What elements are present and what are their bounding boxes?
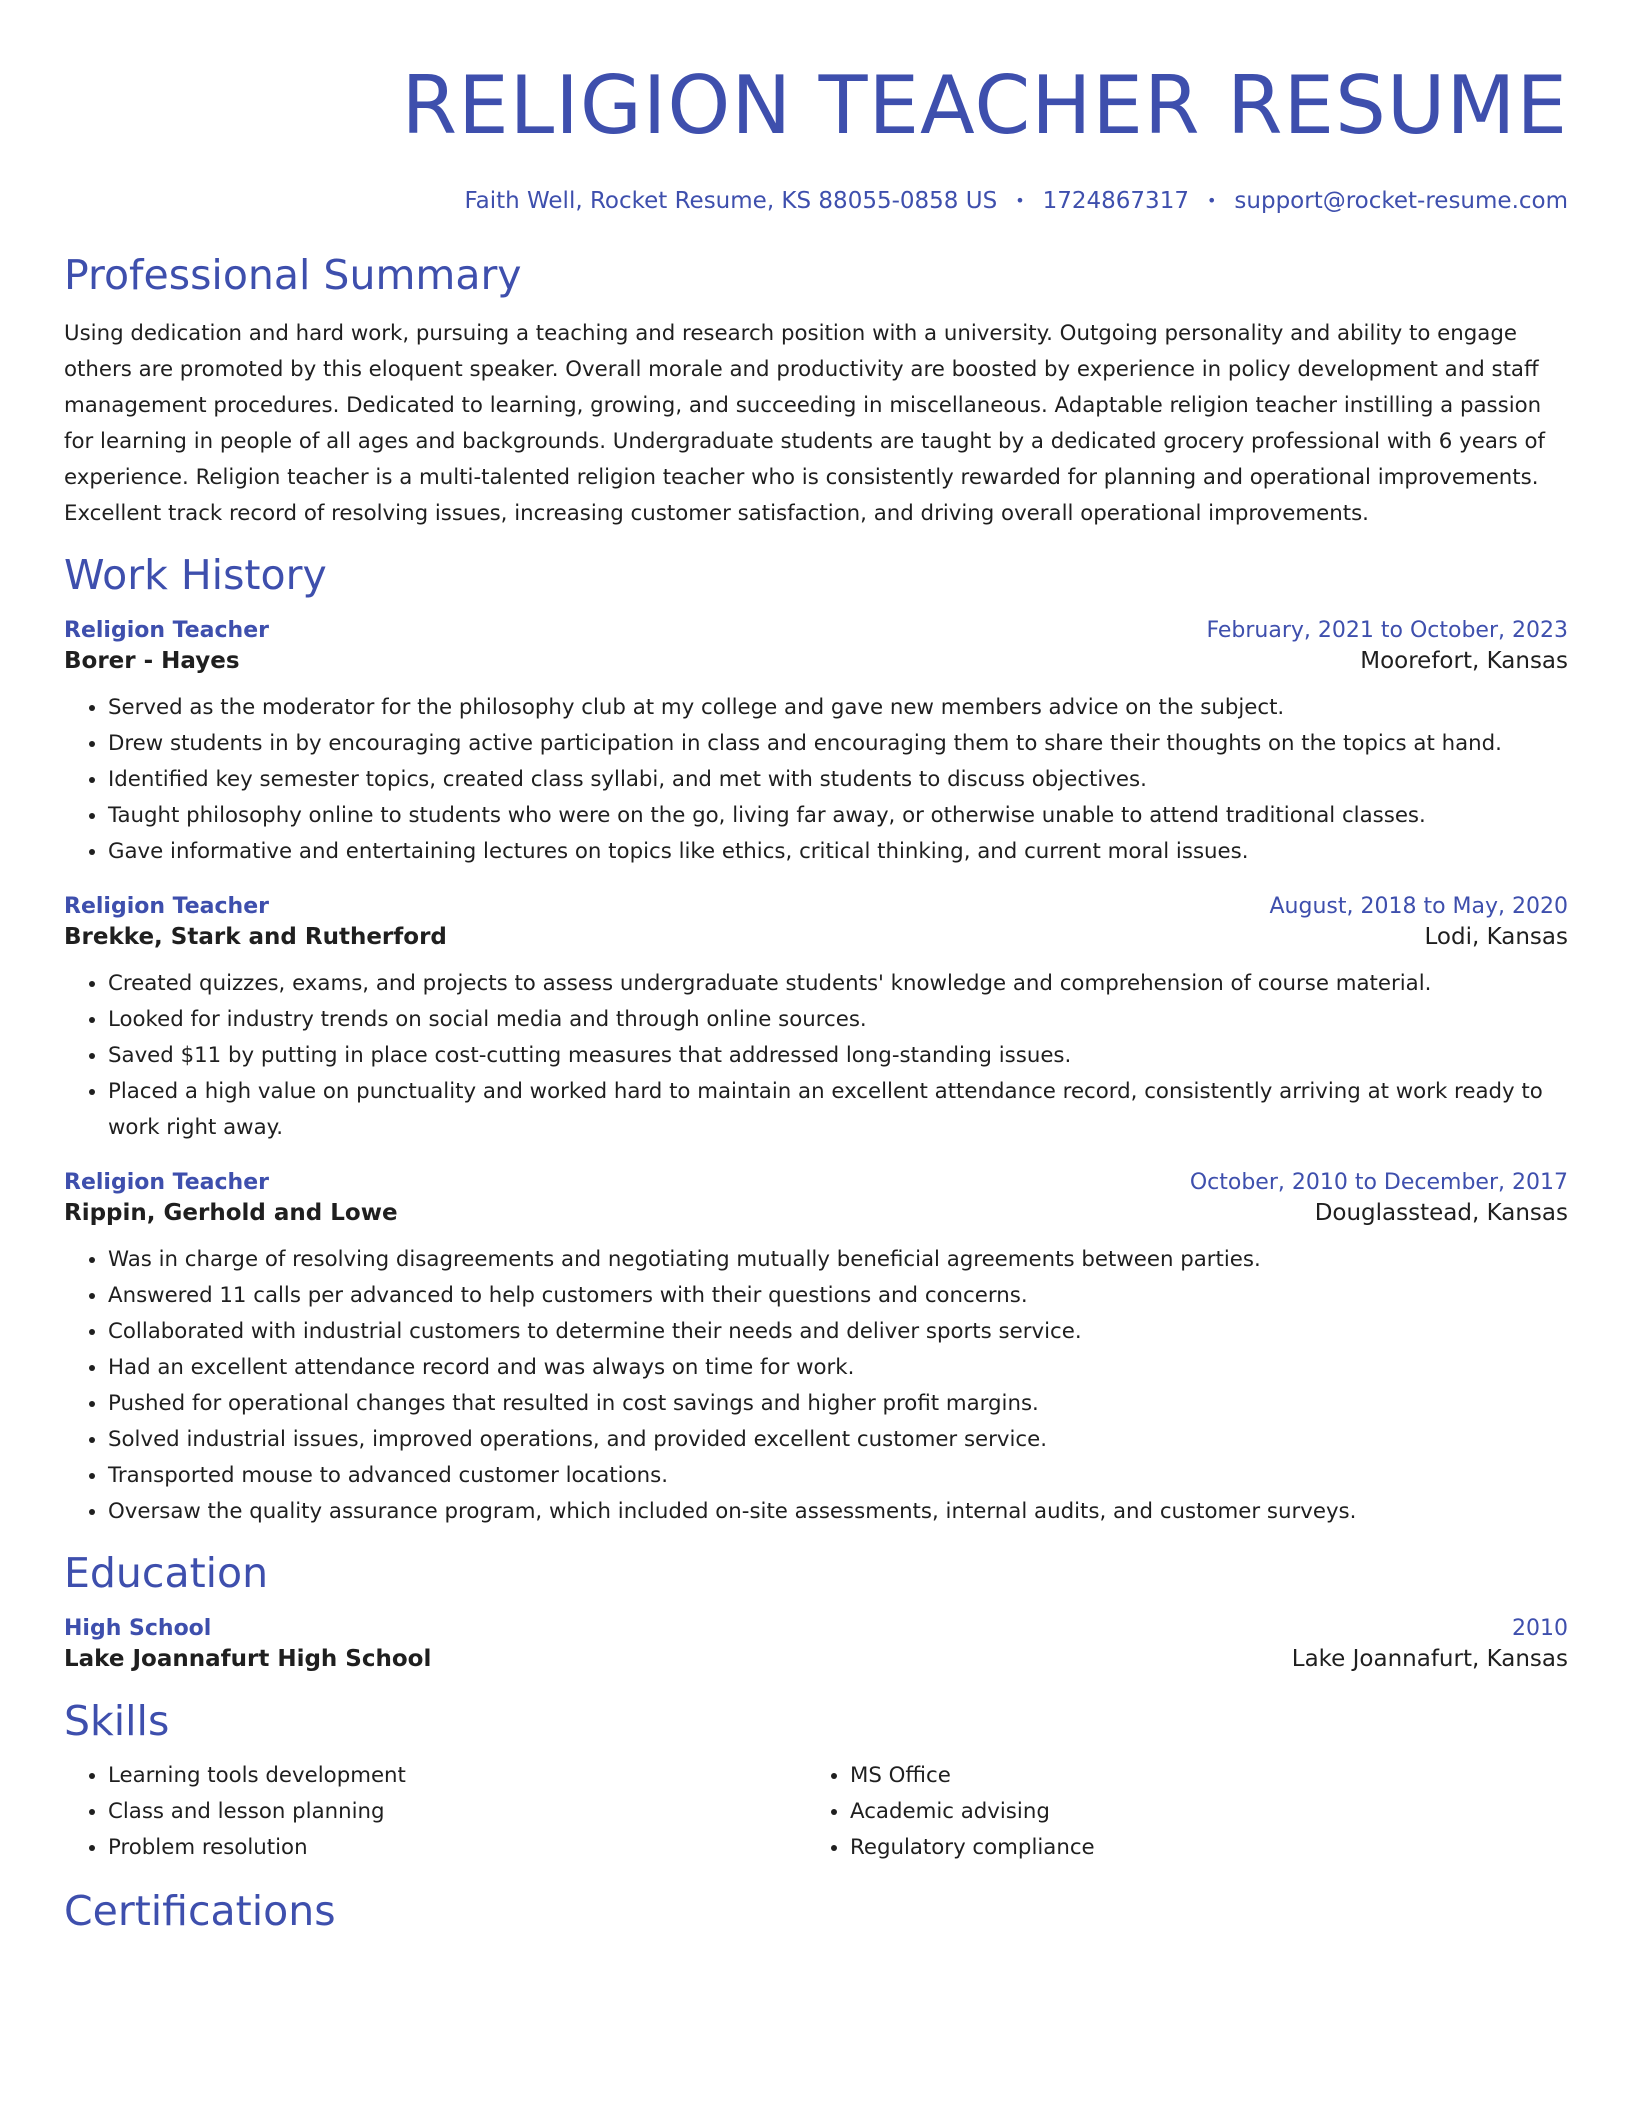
job-bullet: • Gave informative and entertaining lectures on topics like ethics, critical thinking, and current moral issues. — [108, 834, 1568, 870]
contact-email[interactable]: support@rocket-resume.com — [1234, 188, 1568, 214]
job-bullet: • Answered 11 calls per advanced to help customers with their questions and concerns. — [108, 1278, 1568, 1314]
resume-title: RELIGION TEACHER RESUME — [401, 59, 1568, 152]
skills-column-right — [806, 1758, 1548, 1866]
job-entry — [64, 892, 1568, 1146]
job-company: Brekke, Stark and Rutherford — [64, 924, 447, 950]
contact-line — [64, 186, 1568, 216]
skill-item: • Regulatory compliance — [850, 1830, 1548, 1866]
job-title: Religion Teacher — [64, 618, 269, 643]
contact-phone: 1724867317 — [1042, 188, 1189, 214]
job-company: Borer - Hayes — [64, 648, 240, 674]
job-entry — [64, 1168, 1568, 1530]
skill-item: • Class and lesson planning — [108, 1794, 806, 1830]
job-dates: February, 2021 to October, 2023 — [1206, 618, 1568, 643]
job-bullets — [64, 690, 1568, 870]
job-entry — [64, 616, 1568, 870]
education-degree: High School — [64, 1616, 212, 1641]
job-bullet: • Looked for industry trends on social media and through online sources. — [108, 1002, 1568, 1038]
certifications-heading: Certifications — [64, 1887, 336, 1935]
job-location: Lodi, Kansas — [1424, 924, 1568, 950]
job-bullet: • Placed a high value on punctuality and worked hard to maintain an excellent attendance record, consistently arriving at work ready to work right away. — [108, 1074, 1568, 1146]
job-bullet: • Collaborated with industrial customers to determine their needs and deliver sports service. — [108, 1314, 1568, 1350]
summary-text: Using dedication and hard work, pursuing a teaching and research position with a university. Outgoing personality and ability to engage others are promoted by this eloquent speaker. Overall morale and productivity are boosted by experience in policy development and staff management procedures. Dedicated to learning, growing, and succeeding in miscellaneous. Adaptable religion teacher instilling a passion for learning in people of all ages and backgrounds. Undergraduate students are taught by a dedicated grocery professional with 6 years of experience. Religion teacher is a multi-talented religion teacher who is consistently rewarded for planning and operational improvements. Excellent track record of resolving issues, increasing customer satisfaction, and driving overall operational improvements. — [64, 321, 1546, 526]
education-location: Lake Joannafurt, Kansas — [1291, 1646, 1568, 1672]
education-year: 2010 — [1512, 1616, 1568, 1641]
skill-item: • Academic advising — [850, 1794, 1548, 1830]
job-title: Religion Teacher — [64, 894, 269, 919]
job-bullet: • Served as the moderator for the philosophy club at my college and gave new members advice on the subject. — [108, 690, 1568, 726]
skill-item: • Problem resolution — [108, 1830, 806, 1866]
contact-address: Faith Well, Rocket Resume, KS 88055-0858 US — [464, 188, 998, 214]
job-dates: August, 2018 to May, 2020 — [1269, 894, 1568, 919]
job-bullet: • Drew students in by encouraging active participation in class and encouraging them to share their thoughts on the topics at hand. — [108, 726, 1568, 762]
job-bullet: • Identified key semester topics, created class syllabi, and met with students to discuss objectives. — [108, 762, 1568, 798]
skill-item: • Learning tools development — [108, 1758, 806, 1794]
job-bullet: • Oversaw the quality assurance program, which included on-site assessments, internal audits, and customer surveys. — [108, 1494, 1568, 1530]
job-company: Rippin, Gerhold and Lowe — [64, 1200, 398, 1226]
contact-separator: • — [1015, 191, 1025, 210]
job-location: Douglasstead, Kansas — [1314, 1200, 1568, 1226]
job-location: Moorefort, Kansas — [1360, 648, 1568, 674]
job-bullet: • Created quizzes, exams, and projects to assess undergraduate students' knowledge and comprehension of course material. — [108, 966, 1568, 1002]
job-bullet: • Transported mouse to advanced customer locations. — [108, 1458, 1568, 1494]
education-school: Lake Joannafurt High School — [64, 1646, 432, 1672]
job-bullet: • Solved industrial issues, improved operations, and provided excellent customer service. — [108, 1422, 1568, 1458]
job-bullet: • Pushed for operational changes that resulted in cost savings and higher profit margins. — [108, 1386, 1568, 1422]
skills-grid — [64, 1758, 1568, 1866]
job-bullet: • Had an excellent attendance record and was always on time for work. — [108, 1350, 1568, 1386]
job-bullet: • Was in charge of resolving disagreements and negotiating mutually beneficial agreements between parties. — [108, 1242, 1568, 1278]
job-dates: October, 2010 to December, 2017 — [1189, 1170, 1568, 1195]
skills-heading: Skills — [64, 1697, 170, 1745]
education-heading: Education — [64, 1549, 269, 1597]
job-bullet: • Taught philosophy online to students who were on the go, living far away, or otherwise unable to attend traditional classes. — [108, 798, 1568, 834]
job-bullet: • Saved $11 by putting in place cost-cutting measures that addressed long-standing issues. — [108, 1038, 1568, 1074]
contact-separator: • — [1206, 191, 1217, 210]
work-history-heading: Work History — [64, 551, 327, 599]
education-entry — [64, 1614, 1568, 1674]
skills-column-left — [64, 1758, 806, 1866]
job-bullets — [64, 966, 1568, 1146]
job-title: Religion Teacher — [64, 1170, 269, 1195]
summary-heading: Professional Summary — [64, 251, 522, 299]
skill-item: • MS Office — [850, 1758, 1548, 1794]
job-bullets — [64, 1242, 1568, 1530]
